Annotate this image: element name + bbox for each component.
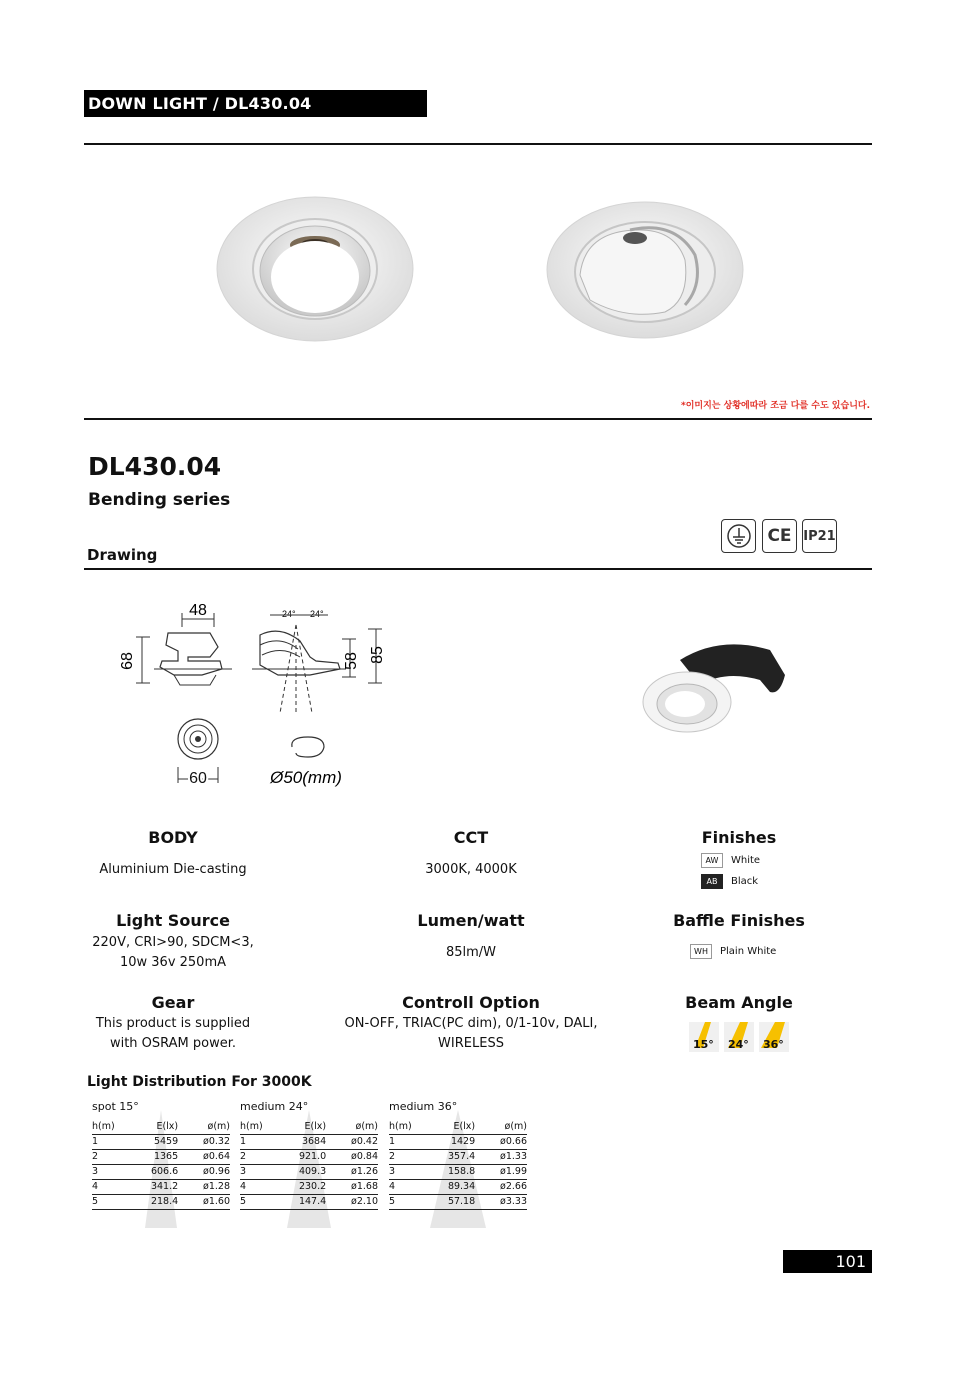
cell-height: 2: [240, 1150, 277, 1165]
ip-rating-badge: IP21: [802, 519, 837, 553]
page-number: 101: [783, 1250, 872, 1273]
spec-gear-value: [23, 1014, 323, 1054]
cell-height: 4: [240, 1180, 277, 1195]
table-row: [389, 1165, 527, 1180]
beam-angle-icon: [689, 1022, 719, 1052]
cell-illuminance: 3684: [277, 1135, 334, 1150]
col-header-height: h(m): [92, 1121, 115, 1132]
cell-diameter: ø1.33: [483, 1150, 527, 1165]
col-header-diameter: ø(m): [355, 1121, 378, 1132]
gear-line1: This product is supplied: [95, 1016, 251, 1031]
cell-illuminance: 409.3: [277, 1165, 334, 1180]
cell-height: 3: [389, 1165, 426, 1180]
spec-lumen-title: Lumen/watt: [417, 911, 525, 930]
cell-diameter: ø2.10: [334, 1195, 378, 1210]
distribution-caption: spot 15°: [92, 1100, 139, 1113]
distribution-table: [240, 1121, 378, 1210]
photo-bottom-rule: [84, 418, 872, 420]
ce-mark-icon: CE: [762, 519, 797, 553]
spec-lumen-value: 85lm/W: [445, 945, 497, 960]
table-row: [240, 1180, 378, 1195]
beam-angle-icon: [724, 1022, 754, 1052]
light-source-line1: 220V, CRI>90, SDCM<3,: [92, 935, 254, 950]
dim-angle-right: 24°: [310, 609, 324, 619]
cell-height: 3: [92, 1165, 129, 1180]
cell-height: 1: [240, 1135, 277, 1150]
cell-height: 5: [240, 1195, 277, 1210]
dim-height: 68: [119, 652, 136, 670]
table-row: [92, 1150, 230, 1165]
spec-gear-title: Gear: [151, 993, 195, 1012]
dim-angle-left: 24°: [282, 609, 296, 619]
cell-illuminance: 1429: [426, 1135, 483, 1150]
control-line1: ON-OFF, TRIAC(PC dim), 0/1-10v, DALI,: [344, 1016, 598, 1031]
finish-item: [701, 853, 760, 868]
cell-illuminance: 341.2: [129, 1180, 186, 1195]
drawing-label: Drawing: [87, 546, 158, 564]
table-row: [240, 1165, 378, 1180]
product-series: Bending series: [88, 490, 231, 510]
cell-illuminance: 357.4: [426, 1150, 483, 1165]
col-header-illuminance: E(lx): [156, 1121, 179, 1132]
ground-icon: [721, 519, 756, 553]
baffle-code: WH: [690, 944, 712, 959]
cell-diameter: ø0.42: [334, 1135, 378, 1150]
product-model: DL430.04: [88, 452, 222, 481]
technical-drawing: [110, 595, 400, 795]
cell-diameter: ø1.26: [334, 1165, 378, 1180]
dim-h1: 58: [343, 652, 360, 670]
baffle-name: Plain White: [720, 946, 777, 957]
cell-diameter: ø0.32: [186, 1135, 230, 1150]
finish-item: [701, 874, 760, 889]
table-row: [389, 1180, 527, 1195]
cell-height: 5: [92, 1195, 129, 1210]
gear-line2: with OSRAM power.: [109, 1036, 237, 1051]
table-row: [389, 1150, 527, 1165]
product-isometric-image: [640, 630, 790, 740]
table-row: [240, 1195, 378, 1210]
cell-height: 2: [92, 1150, 129, 1165]
cell-diameter: ø0.84: [334, 1150, 378, 1165]
cell-diameter: ø0.96: [186, 1165, 230, 1180]
spec-body-title: BODY: [148, 828, 198, 847]
product-photo-front: [215, 195, 415, 345]
col-header-illuminance: E(lx): [304, 1121, 327, 1132]
beam-angle-label: 15°: [693, 1038, 714, 1051]
cell-illuminance: 230.2: [277, 1180, 334, 1195]
dim-h2: 85: [369, 646, 386, 664]
table-row: [92, 1195, 230, 1210]
cell-illuminance: 89.34: [426, 1180, 483, 1195]
dim-cutout: Ø50(mm): [270, 768, 342, 787]
cell-diameter: ø1.28: [186, 1180, 230, 1195]
cell-diameter: ø1.99: [483, 1165, 527, 1180]
dim-outer: 60: [189, 770, 207, 787]
finish-name: White: [731, 855, 761, 866]
distribution-caption: medium 24°: [240, 1100, 309, 1113]
spec-baffle-title: Baffle Finishes: [673, 911, 805, 930]
light-distribution-title: Light Distribution For 3000K: [87, 1074, 312, 1090]
distribution-table-spot-15: [92, 1100, 230, 1210]
beam-angle-icon: [759, 1022, 789, 1052]
finish-code: AW: [701, 853, 723, 868]
col-header-diameter: ø(m): [207, 1121, 230, 1132]
spec-light-source-value: [23, 933, 323, 973]
spec-light-source-title: Light Source: [116, 911, 230, 930]
cell-illuminance: 606.6: [129, 1165, 186, 1180]
cell-height: 2: [389, 1150, 426, 1165]
cell-height: 1: [92, 1135, 129, 1150]
spec-body-value: Aluminium Die-casting: [99, 862, 247, 877]
top-rule: [84, 143, 872, 145]
cell-diameter: ø0.64: [186, 1150, 230, 1165]
cell-diameter: ø3.33: [483, 1195, 527, 1210]
cell-illuminance: 1365: [129, 1150, 186, 1165]
beam-angle-label: 24°: [728, 1038, 749, 1051]
cell-height: 5: [389, 1195, 426, 1210]
spec-beam-title: Beam Angle: [685, 993, 793, 1012]
cell-illuminance: 218.4: [129, 1195, 186, 1210]
col-header-height: h(m): [240, 1121, 263, 1132]
distribution-table: [92, 1121, 230, 1210]
finish-code: AB: [701, 874, 723, 889]
col-header-illuminance: E(lx): [453, 1121, 476, 1132]
section-header: DOWN LIGHT / DL430.04: [84, 90, 427, 117]
distribution-table: [389, 1121, 527, 1210]
baffle-item: [690, 944, 776, 959]
distribution-caption: medium 36°: [389, 1100, 458, 1113]
table-row: [240, 1135, 378, 1150]
spec-control-title: Controll Option: [402, 993, 540, 1012]
spec-cct-value: 3000K, 4000K: [425, 862, 517, 877]
finish-name: Black: [731, 876, 759, 887]
cell-height: 1: [389, 1135, 426, 1150]
table-row: [92, 1135, 230, 1150]
cell-illuminance: 921.0: [277, 1150, 334, 1165]
table-row: [240, 1150, 378, 1165]
distribution-table-medium-36: [389, 1100, 527, 1210]
table-row: [389, 1135, 527, 1150]
control-line2: WIRELESS: [438, 1036, 504, 1051]
cell-height: 3: [240, 1165, 277, 1180]
cell-illuminance: 158.8: [426, 1165, 483, 1180]
cell-diameter: ø2.66: [483, 1180, 527, 1195]
cell-height: 4: [92, 1180, 129, 1195]
cell-illuminance: 147.4: [277, 1195, 334, 1210]
cell-height: 4: [389, 1180, 426, 1195]
cell-diameter: ø1.68: [334, 1180, 378, 1195]
beam-angle-icons: [689, 1022, 794, 1056]
col-header-diameter: ø(m): [504, 1121, 527, 1132]
image-notice: *이미지는 상황에따라 조금 다를 수도 있습니다.: [681, 401, 870, 411]
cell-diameter: ø1.60: [186, 1195, 230, 1210]
dim-width: 48: [189, 602, 207, 619]
spec-control-value: [321, 1014, 621, 1054]
product-photo-tilted: [545, 200, 745, 340]
cell-illuminance: 5459: [129, 1135, 186, 1150]
cell-diameter: ø0.66: [483, 1135, 527, 1150]
spec-finishes-title: Finishes: [701, 828, 777, 847]
finishes-list: [701, 853, 760, 889]
spec-cct-title: CCT: [453, 828, 489, 847]
table-row: [92, 1165, 230, 1180]
light-source-line2: 10w 36v 250mA: [119, 955, 227, 970]
beam-angle-label: 36°: [763, 1038, 784, 1051]
cell-illuminance: 57.18: [426, 1195, 483, 1210]
distribution-table-medium-24: [240, 1100, 378, 1210]
drawing-rule: [84, 568, 872, 570]
table-row: [389, 1195, 527, 1210]
table-row: [92, 1180, 230, 1195]
col-header-height: h(m): [389, 1121, 412, 1132]
